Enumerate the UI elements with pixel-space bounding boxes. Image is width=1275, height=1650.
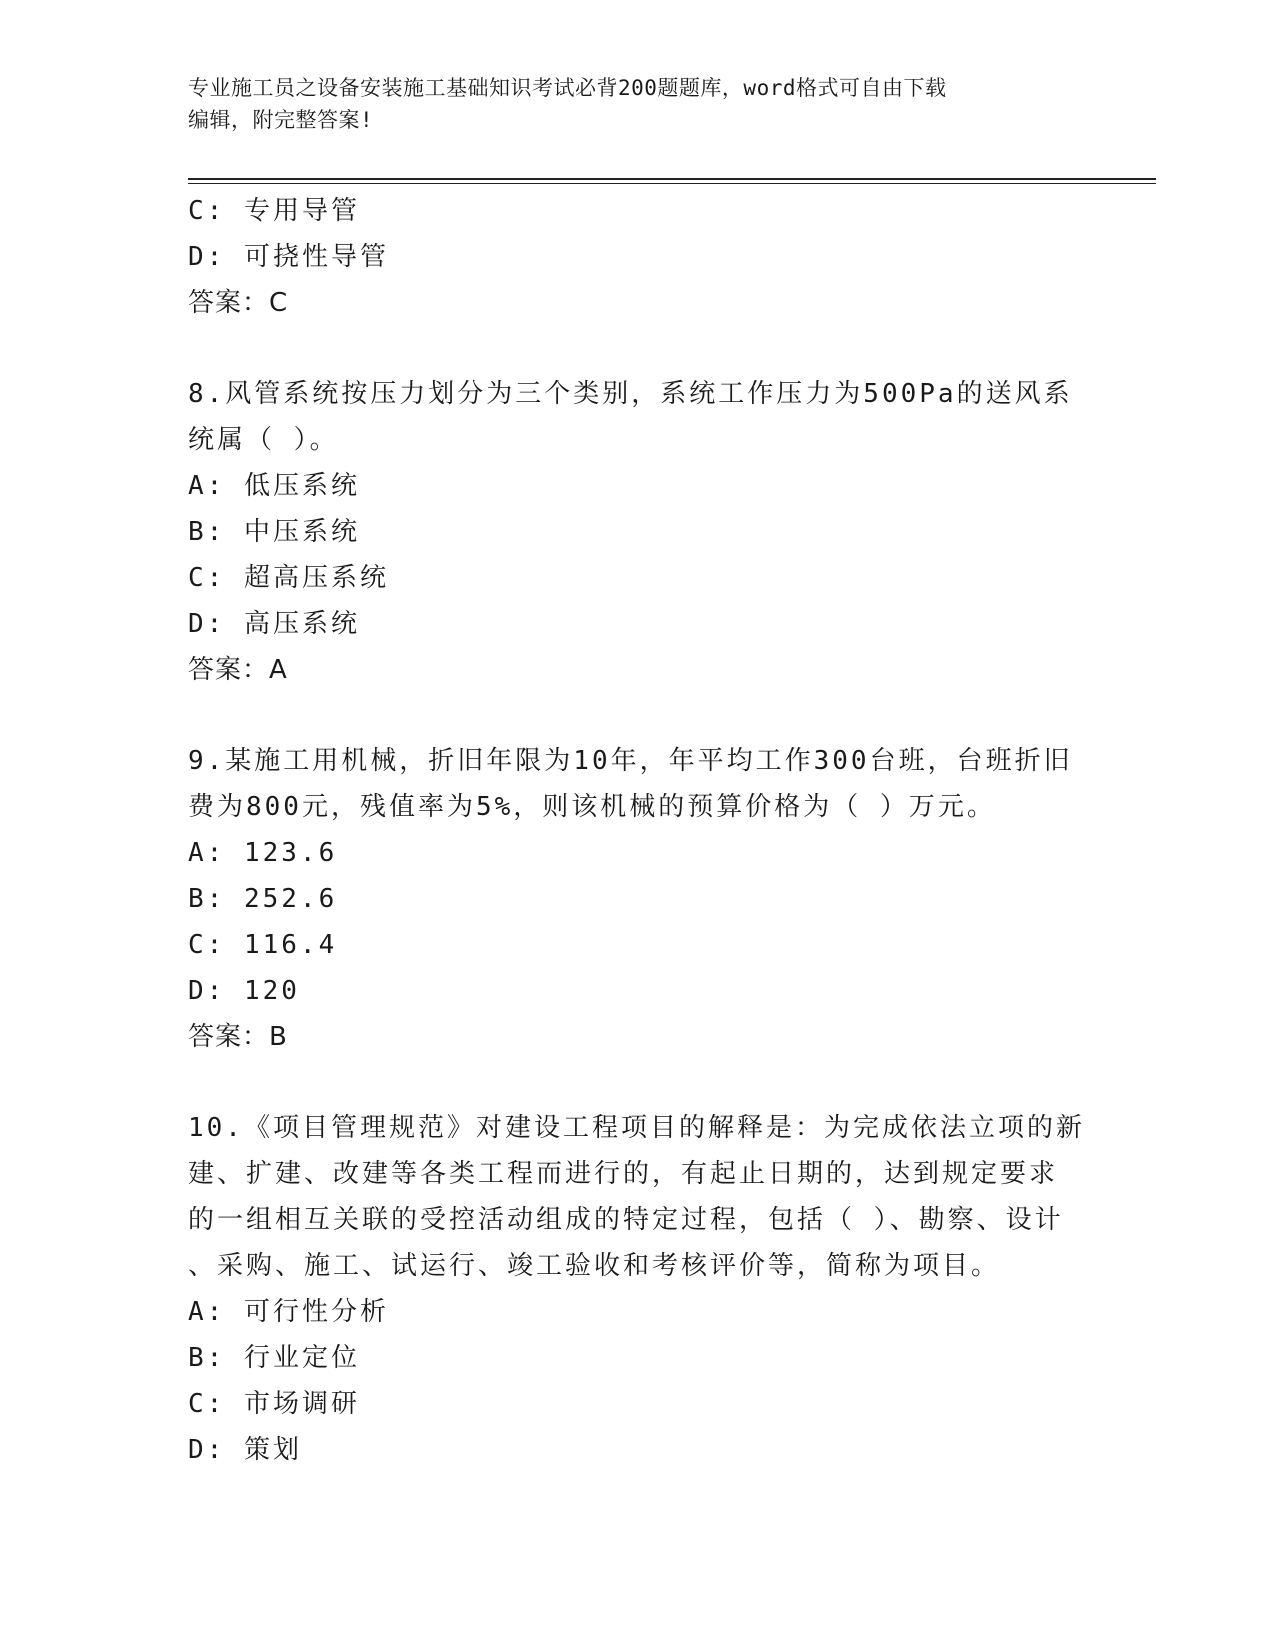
question-text: 的一组相互关联的受控活动组成的特定过程，包括（ ）、勘察、设计 [188,1205,1064,1235]
answer: 答案：A [188,655,288,685]
option-b: B: 252.6 [188,884,338,914]
option-d: D: 可挠性导管 [188,242,389,272]
question-text: 费为800元，残值率为5%，则该机械的预算价格为（ ）万元。 [188,792,996,822]
option-c: C: 专用导管 [188,196,360,226]
document-header [188,72,1088,136]
question-10 [188,1105,1088,1473]
header-divider-thick [188,178,1156,180]
option-a: A: 低压系统 [188,471,360,501]
option-a: A: 123.6 [188,838,338,868]
question-7-tail [188,188,1088,326]
option-c: C: 超高压系统 [188,563,389,593]
option-b: B: 行业定位 [188,1343,360,1373]
option-d: D: 高压系统 [188,609,360,639]
option-d: D: 策划 [188,1435,302,1465]
option-c: C: 市场调研 [188,1389,360,1419]
option-c: C: 116.4 [188,930,338,960]
question-8 [188,371,1088,693]
question-text: 统属（ ）。 [188,425,339,455]
question-text: 10.《项目管理规范》对建设工程项目的解释是：为完成依法立项的新 [188,1113,1085,1143]
question-text: 建、扩建、改建等各类工程而进行的，有起止日期的，达到规定要求 [188,1159,1059,1189]
option-a: A: 可行性分析 [188,1297,389,1327]
header-divider-thin [188,183,1156,184]
answer: 答案：C [188,288,289,318]
option-d: D: 120 [188,976,300,1006]
question-list [188,188,1088,1473]
header-line-1: 专业施工员之设备安装施工基础知识考试必背200题题库，word格式可自由下载 [188,76,947,100]
answer: 答案：B [188,1022,288,1052]
question-text: 9.某施工用机械，折旧年限为10年，年平均工作300台班，台班折旧 [188,746,1073,776]
question-text: 、采购、施工、试运行、竣工验收和考核评价等，简称为项目。 [188,1251,1001,1281]
question-text: 8.风管系统按压力划分为三个类别，系统工作压力为500Pa的送风系 [188,379,1073,409]
option-b: B: 中压系统 [188,517,360,547]
question-9 [188,738,1088,1060]
header-line-2: 编辑，附完整答案! [188,108,374,132]
